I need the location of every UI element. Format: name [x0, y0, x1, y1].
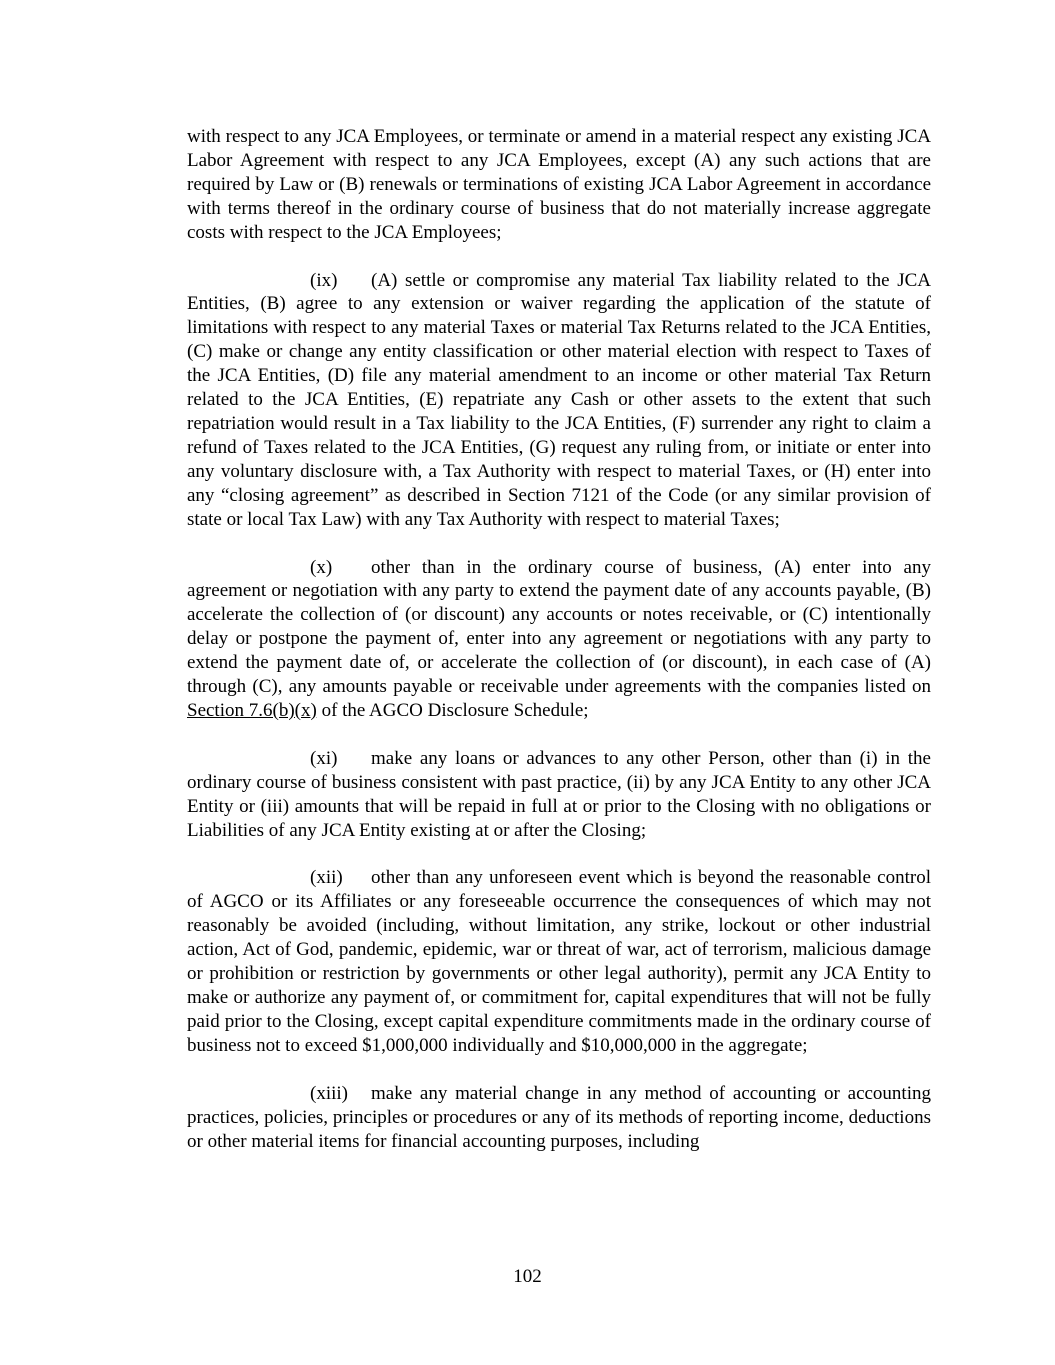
section-reference-link[interactable]: Section 7.6(b)(x)	[187, 699, 317, 721]
clause-number: (ix)	[310, 269, 338, 291]
clause-xi	[187, 747, 931, 843]
document-body	[187, 125, 931, 1177]
clause-text: other than any unforeseen event which is beyond the reasonable control of AGCO or its Affiliates or any foreseeable occurrence the consequences of which may not reasonably be avoided (including, without limitation, any strike, lockout or other industrial action, Act of God, pandemic, epidemic, war or threat of war, act of terrorism, malicious damage or prohibition or restriction by governments or other legal authority), permit any JCA Entity to make or authorize any payment of, or commitment for, capital expenditures that will not be fully paid prior to the Closing, except capital expenditure commitments made in the ordinary course of business not to exceed $1,000,000 individually and $10,000,000 in the aggregate;	[187, 867, 931, 1056]
clause-text: make any material change in any method of accounting or accounting practices, policies, principles or procedures or any of its methods of reporting income, deductions or other material items for financial accounting purposes, including	[187, 1082, 931, 1152]
clause-xiii	[187, 1082, 931, 1154]
clause-xii	[187, 866, 931, 1057]
clause-number: (xiii)	[310, 1082, 348, 1104]
clause-text-end: of the AGCO Disclosure Schedule;	[321, 699, 589, 721]
clause-text: (A) settle or compromise any material Tax liability related to the JCA Entities, (B) agree to any extension or waiver regarding the application of the statute of limitations with respect to any material Taxes or material Tax Returns related to the JCA Entities, (C) make or change any entity classification or other material election with respect to Taxes of the JCA Entities, (D) file any material amendment to an income or other material Tax Return related to the JCA Entities, (E) repatriate any Cash or other assets to the extent that such repatriation would result in a Tax liability to the JCA Entities, (F) surrender any right to claim a refund of Taxes related to the JCA Entities, (G) request any ruling from, or initiate or enter into any voluntary disclosure with, a Tax Authority with respect to material Taxes, or (H) enter into any “closing agreement” as described in Section 7121 of the Code (or any similar provision of state or local Tax Law) with any Tax Authority with respect to material Taxes;	[187, 269, 931, 530]
page-number: 102	[513, 1266, 542, 1287]
clause-number: (xi)	[310, 747, 338, 769]
clause-ix	[187, 269, 931, 532]
clause-x	[187, 556, 931, 723]
clause-number: (x)	[310, 556, 333, 578]
clause-text: other than in the ordinary course of business, (A) enter into any agreement or negotiation with any party to extend the payment date of any accounts payable, (B) accelerate the collection of (or discount) any accounts or notes receivable, or (C) intentionally delay or postpone the payment of, enter into any agreement or negotiations with any party to extend the payment date of, or accelerate the collection of (or discount), in each case of (A) through (C), any amounts payable or receivable under agreements with the companies listed on	[187, 556, 931, 698]
clause-number: (xii)	[310, 867, 343, 889]
clause-text: make any loans or advances to any other Person, other than (i) in the ordinary course of business consistent with past practice, (ii) by any JCA Entity to any other JCA Entity or (iii) amounts that will be repaid in full at or prior to the Closing with no obligations or Liabilities of any JCA Entity existing at or after the Closing;	[187, 747, 931, 841]
continuation-paragraph: with respect to any JCA Employees, or terminate or amend in a material respect any existing JCA Labor Agreement with respect to any JCA Employees, except (A) any such actions that are required by Law or (B) renewals or terminations of existing JCA Labor Agreement in accordance with terms thereof in the ordinary course of business that do not materially increase aggregate costs with respect to the JCA Employees;	[187, 126, 931, 243]
